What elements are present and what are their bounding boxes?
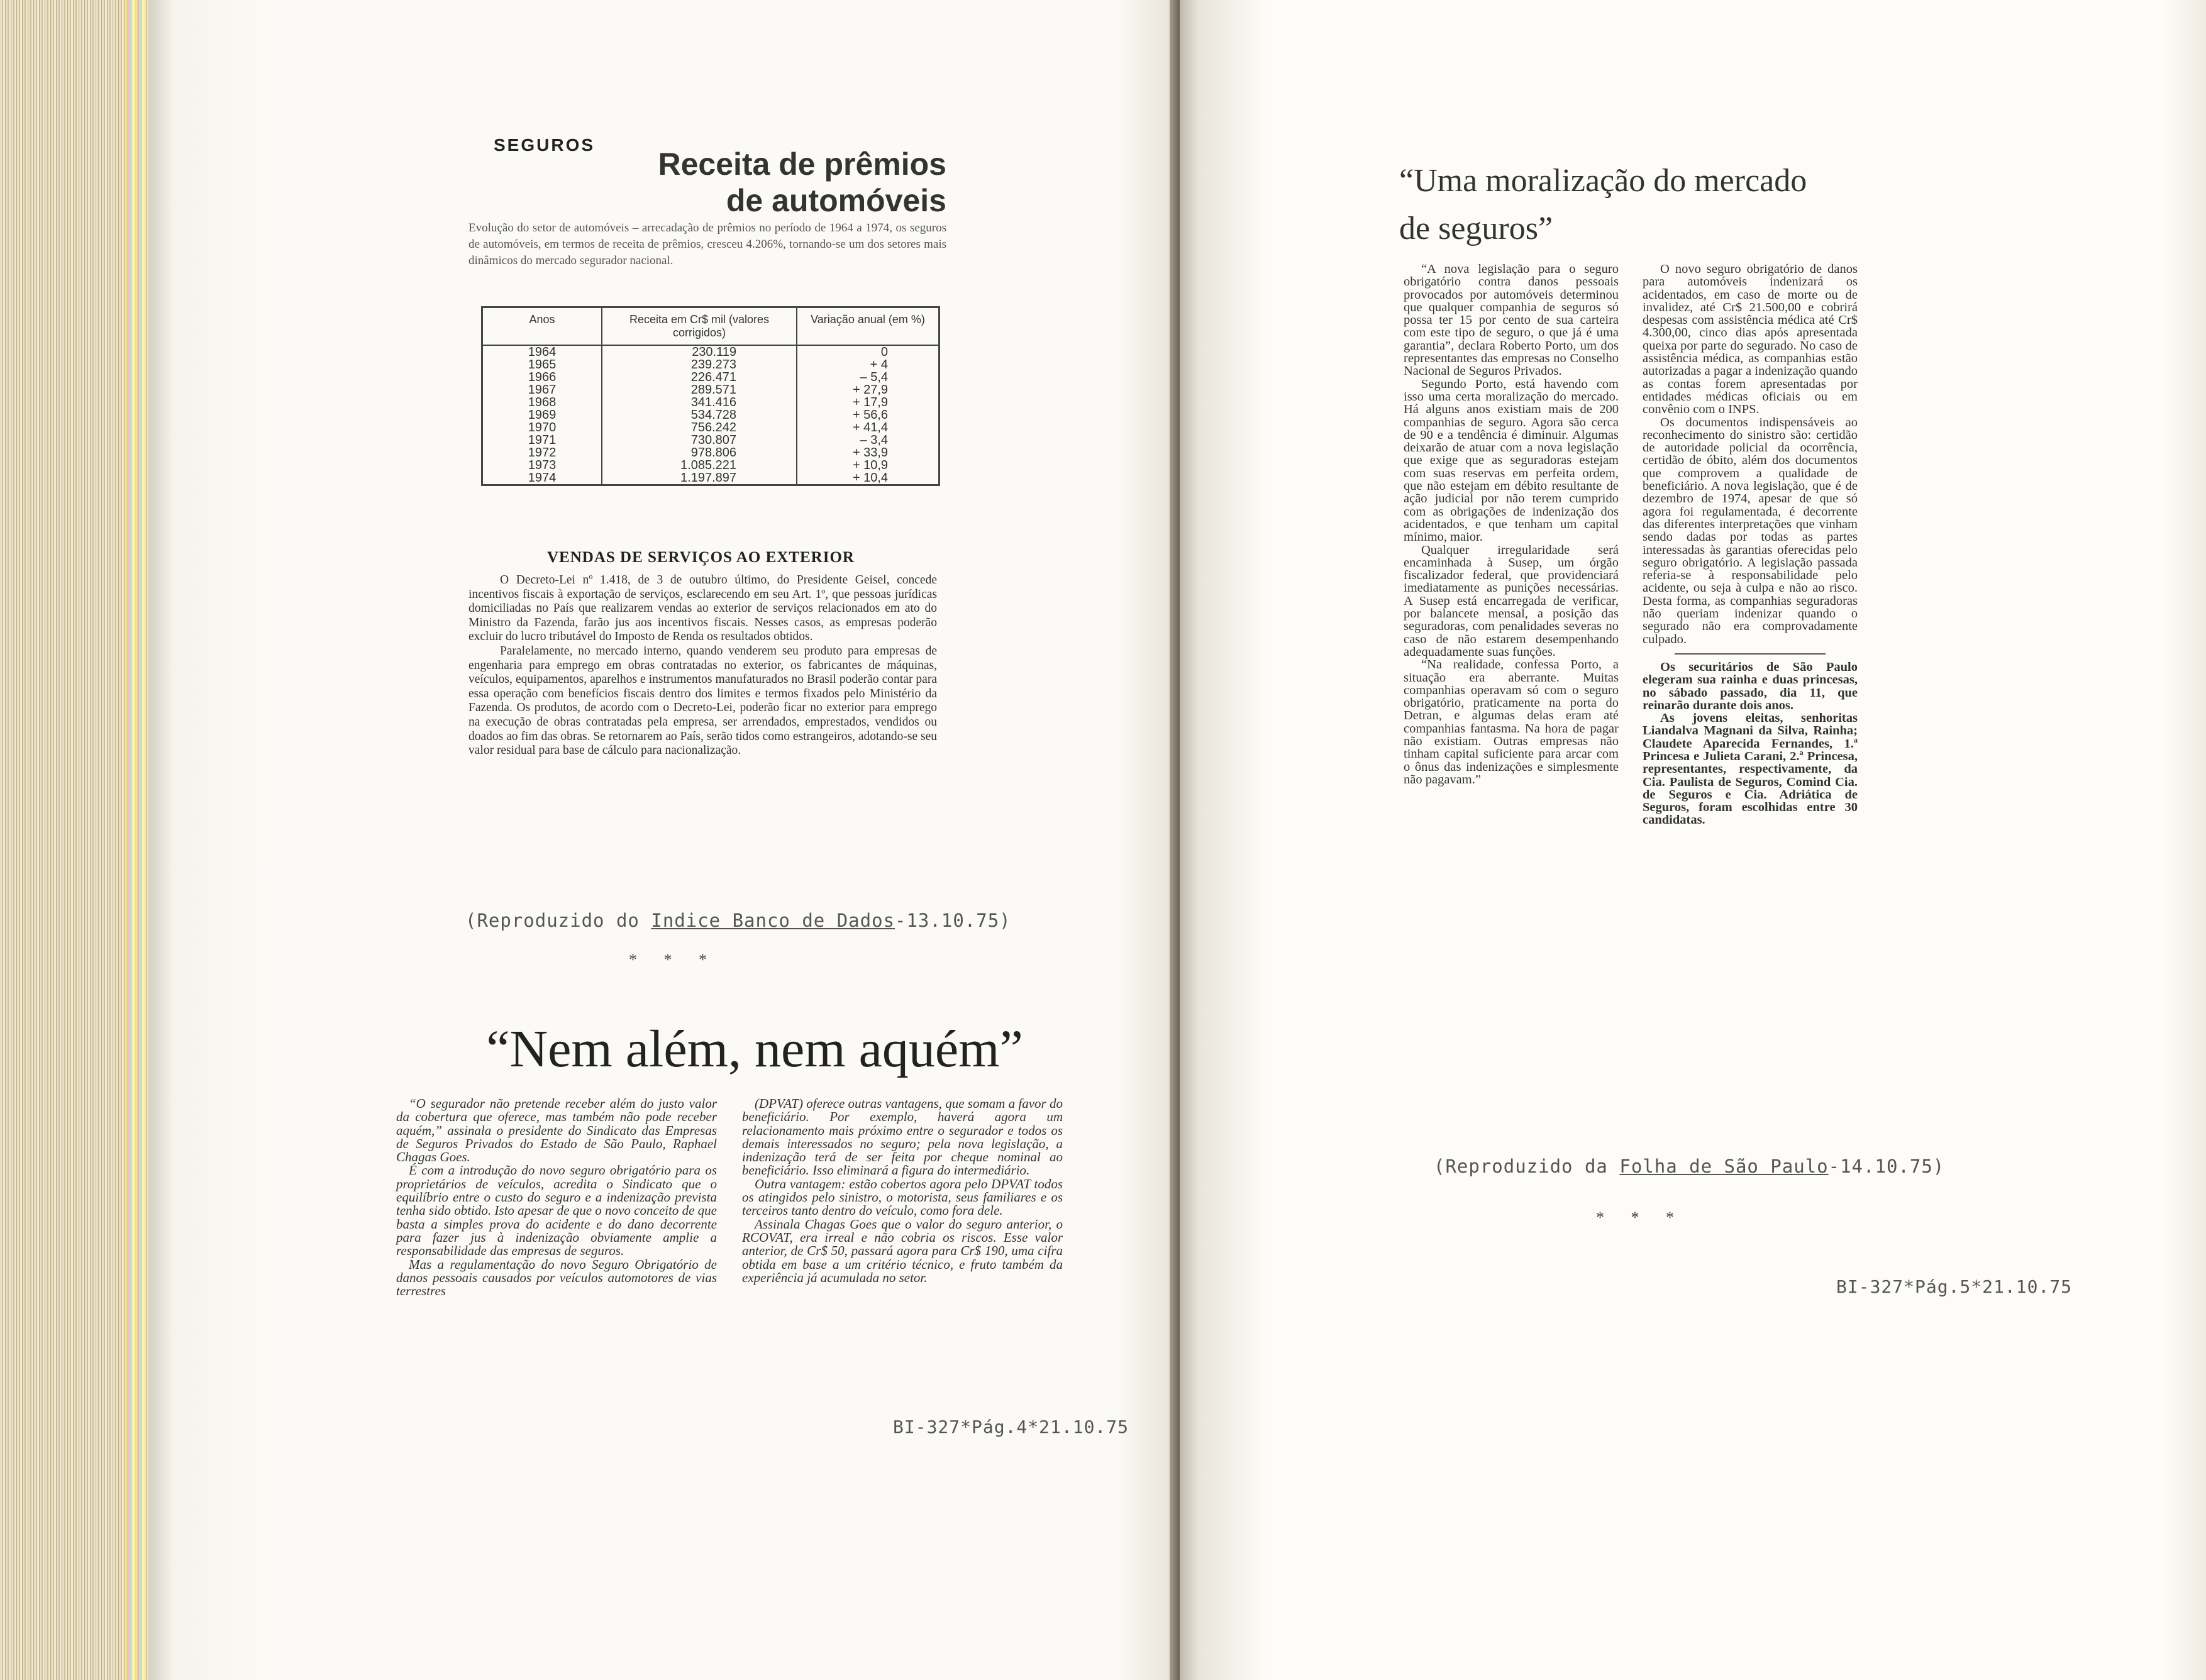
credit-prefix: (Reproduzido da bbox=[1434, 1156, 1620, 1177]
credit-source: Folha de São Paulo bbox=[1619, 1156, 1829, 1177]
cell-variation: + 33,9 bbox=[852, 446, 888, 460]
page-reference-left: BI-327*Pág.4*21.10.75 bbox=[893, 1417, 1129, 1437]
table-row bbox=[482, 472, 939, 485]
cell-variation: 0 bbox=[880, 345, 888, 359]
cell-year: 1965 bbox=[482, 358, 602, 371]
table-row bbox=[482, 434, 939, 446]
page-reference-right: BI-327*Pág.5*21.10.75 bbox=[1836, 1276, 2073, 1297]
paragraph: Os documentos indispensáveis ao reconhecimento do sinistro são: certidão de autoridade policial da ocorrência, certidão de óbito, além dos documentos que comprovem a qualidade de beneficiário. A nova legislação, que é de dezembro de 1974, apesar de que só agora foi regulamentada, é decorrente das diferentes interpretações que vinham sendo dadas por todas as partes interessadas às garantias oferecidas pelo seguro obrigatório. A legislação passada referia-se à responsabilidade pelo acidente, ou seja à culpa e não ao risco. Desta forma, as companhias seguradoras não queriam indenizar quando o segurado não era comprovadamente culpado. bbox=[1643, 415, 1858, 646]
article-lead: Evolução do setor de automóveis – arrecadação de prêmios no período de 1964 a 1974, os seguros de automóveis, em termos de receita de prêmios, cresceu 4.206%, tornando-se um dos setores mais dinâmicos do mercado segurador nacional. bbox=[468, 221, 946, 267]
article-body-nem-alem bbox=[396, 1097, 1063, 1298]
cell-year: 1973 bbox=[482, 459, 602, 472]
revenue-table bbox=[481, 306, 940, 486]
cell-variation: + 56,6 bbox=[852, 408, 888, 422]
article-title-moralizacao: “Uma moralização do mercado de seguros” bbox=[1399, 163, 1807, 246]
cell-revenue: 289.571 bbox=[602, 384, 797, 396]
cell-year: 1970 bbox=[482, 421, 602, 434]
separator-stars-left: * * * bbox=[629, 951, 718, 969]
table-row bbox=[482, 396, 939, 409]
title-line-1: Receita de prêmios bbox=[658, 146, 946, 182]
paragraph: Paralelamente, no mercado interno, quando venderem seu produto para empresas de engenharia para emprego em obras contratadas no exterior, os fabricantes de máquinas, veículos, equipamentos, aparelhos e instrumentos manufaturados no Brasil poderão contar para essa operação com benefícios fiscais dentro dos limites e termos fixados pelo Ministério da Fazenda. Os produtos, de acordo com o Decreto-Lei, poderão ficar no exterior para emprego na execução de obras contratadas pela empresa, ser arrendados, emprestados, vendidos ou doados ao fim das obras. Se retornarem ao País, serão tidos como estrangeiros, adotando-se seu valor residual para base de cálculo para nacionalização. bbox=[468, 644, 937, 758]
table-row bbox=[482, 345, 939, 358]
header-receita: Receita em Cr$ mil (valores corrigidos) bbox=[602, 307, 797, 346]
colored-tab-stripes bbox=[125, 0, 146, 1680]
cell-revenue: 1.197.897 bbox=[602, 472, 797, 485]
cell-revenue: 226.471 bbox=[602, 371, 797, 384]
article-body-vendas bbox=[468, 573, 937, 758]
subhead-vendas: VENDAS DE SERVIÇOS AO EXTERIOR bbox=[547, 549, 855, 566]
table-row bbox=[482, 358, 939, 371]
table-row bbox=[482, 409, 939, 421]
cell-revenue: 730.807 bbox=[602, 434, 797, 446]
table-row bbox=[482, 459, 939, 472]
cell-variation: + 27,9 bbox=[852, 383, 888, 397]
cell-year: 1974 bbox=[482, 472, 602, 485]
paragraph: Os securitários de São Paulo elegeram sua rainha e duas princesas, no sábado passado, dia 11, que reinarão durante dois anos. bbox=[1643, 660, 1858, 712]
article-body-moralizacao bbox=[1404, 263, 1858, 827]
cell-variation: + 10,9 bbox=[852, 458, 888, 472]
bold-note bbox=[1643, 661, 1858, 827]
article-title-receita bbox=[604, 146, 946, 219]
paragraph: “A nova legislação para o seguro obrigatório contra danos pessoais provocados por automóveis determinou que qualquer companhia de seguros só possa ter 15 por cento de sua carteira com este tipo de seguro, o que já é uma garantia”, declara Roberto Porto, um dos representantes das empresas no Conselho Nacional de Seguros Privados. bbox=[1404, 262, 1619, 379]
column-2 bbox=[1643, 263, 1858, 827]
paragraph: As jovens eleitas, senhoritas Liandalva Magnani da Silva, Rainha; Claudete Aparecida Fernandes, 1.ª Princesa e Julieta Carani, 2.ª Princesa, representantes, respectivamente, da Cia. Paulista de Seguros, Comind Cia. de Seguros e Cia. Adriática de Seguros, foram escolhidas entre 30 candidatas. bbox=[1643, 711, 1858, 827]
divider bbox=[1675, 653, 1825, 655]
paragraph: Segundo Porto, está havendo com isso uma certa moralização do mercado. Há alguns anos existiam mais de 200 companhias de seguro. Agora são cerca de 90 e a tendência é diminuir. Algumas deixarão de atuar com a nova legislação que exige que as seguradoras estejam com suas reservas em perfeita ordem, que não estejam em débito resultante de ação judicial por não terem cumprido com as obrigações de indenização dos acidentados, e que tenham um capital mínimo, maior. bbox=[1404, 377, 1619, 544]
cell-year: 1969 bbox=[482, 409, 602, 421]
cell-revenue: 341.416 bbox=[602, 396, 797, 409]
paragraph: Mas a regulamentação do novo Seguro Obrigatório de danos pessoais causados por veículos automotores de vias terrestres bbox=[396, 1256, 717, 1299]
section-kicker: SEGUROS bbox=[494, 135, 596, 155]
cell-variation: + 4 bbox=[870, 358, 888, 372]
credit-suffix: -14.10.75) bbox=[1828, 1156, 1945, 1177]
credit-suffix: -13.10.75) bbox=[895, 910, 1011, 931]
paragraph: Qualquer irregularidade será encaminhada à Susep, um órgão fiscalizador federal, que providenciará imediatamente as punições necessárias. A Susep está encarregada de verificar, por balancete mensal, a posição das seguradoras, com penalidades severas no caso de não estarem desempenhando adequadamente suas funções. bbox=[1404, 543, 1619, 659]
article-title-nem-alem: “Nem além, nem aquém” bbox=[486, 1020, 1023, 1078]
cell-revenue: 230.119 bbox=[602, 345, 797, 358]
cell-variation: + 41,4 bbox=[852, 421, 888, 434]
cell-year: 1971 bbox=[482, 434, 602, 446]
table-row bbox=[482, 421, 939, 434]
cell-year: 1968 bbox=[482, 396, 602, 409]
paragraph: (DPVAT) oferece outras vantagens, que somam a favor do beneficiário. Por exemplo, haverá agora um relacionamento mais próximo entre o segurador e todos os demais interessados no seguro; pela nova legislação, a indenização terá de ser feita por cheque nominal ao beneficiário. Isso eliminará a figura do intermediário. bbox=[742, 1096, 1063, 1178]
cell-revenue: 239.273 bbox=[602, 358, 797, 371]
page-edges bbox=[0, 0, 151, 1680]
paragraph: Outra vantagem: estão cobertos agora pelo DPVAT todos os atingidos pelo sinistro, o motorista, seus familiares e os terceiros tanto dentro do veículo, como fora dele. bbox=[742, 1176, 1063, 1219]
paragraph: “O segurador não pretende receber além do justo valor da cobertura que oferece, mas também não pode receber aquém,” assinala o presidente do Sindicato das Empresas de Seguros Privados do Estado de São Paulo, Raphael Chagas Goes. bbox=[396, 1096, 717, 1165]
cell-variation: – 5,4 bbox=[860, 370, 888, 384]
cell-revenue: 1.085.221 bbox=[602, 459, 797, 472]
credit-prefix: (Reproduzido do bbox=[465, 910, 651, 931]
title-line-2: de automóveis bbox=[726, 183, 946, 218]
cell-year: 1967 bbox=[482, 384, 602, 396]
paragraph: Assinala Chagas Goes que o valor do seguro anterior, o RCOVAT, era irreal e não cobria os riscos. Esse valor anterior, de Cr$ 50, passará agora para Cr$ 190, uma cifra obtida em base a um critério técnico, e fruto também da experiência já acumulada no setor. bbox=[742, 1216, 1063, 1285]
cell-variation: + 17,9 bbox=[852, 395, 888, 409]
separator-stars-right: * * * bbox=[1596, 1208, 1685, 1227]
cell-variation: + 10,4 bbox=[852, 471, 888, 485]
credit-line-left bbox=[465, 910, 1011, 931]
header-anos: Anos bbox=[482, 307, 602, 346]
cell-revenue: 756.242 bbox=[602, 421, 797, 434]
table-row bbox=[482, 446, 939, 459]
paragraph: É com a introdução do novo seguro obrigatório para os proprietários de veículos, acredita o Sindicato que o equilíbrio entre o custo do seguro e a indenização prevista tenha sido obtido. Isto apesar de que o novo conceito de que basta a simples prova do acidente e do dano decorrente para fazer jus à indenização obviamente amplie a responsabilidade das empresas de seguros. bbox=[396, 1163, 717, 1259]
column-2 bbox=[742, 1097, 1063, 1298]
cell-variation: – 3,4 bbox=[860, 433, 888, 447]
column-1 bbox=[1404, 263, 1619, 827]
header-variacao: Variação anual (em %) bbox=[797, 307, 939, 346]
paragraph: O Decreto-Lei nº 1.418, de 3 de outubro último, do Presidente Geisel, concede incentivos fiscais à exportação de serviços, esclarecendo em seu Art. 1º, que pessoas jurídicas domiciliadas no País que realizarem vendas ao exterior de serviços relacionados em ato do Ministro da Fazenda, farão jus aos incentivos fiscais. Nesses casos, as empresas poderão excluir do lucro tributável do Imposto de Renda os resultados obtidos. bbox=[468, 573, 937, 644]
cell-year: 1972 bbox=[482, 446, 602, 459]
table-row bbox=[482, 384, 939, 396]
cell-revenue: 978.806 bbox=[602, 446, 797, 459]
credit-line-right bbox=[1434, 1156, 1944, 1177]
column-1 bbox=[396, 1097, 717, 1298]
paragraph: “Na realidade, confessa Porto, a situação era aberrante. Muitas companhias operavam só com o seguro obrigatório, praticamente na porta do Detran, e algumas delas eram até companhias fantasma. Na hora de pagar não existiam. Outras empresas não tinham capital suficiente para arcar com o ônus das indenizações e simplesmente não pagavam.” bbox=[1404, 658, 1619, 787]
paragraph: O novo seguro obrigatório de danos para automóveis indenizará os acidentados, em caso de morte ou de invalidez, até Cr$ 21.500,00 e cobrirá despesas com assistência médica até Cr$ 4.300,00, cinco dias após apresentada queixa por parte do segurado. No caso de assistência médica, as companhias estão autorizadas a pagar a indenização quando as contas forem apresentadas por entidades médicas oficiais ou em convênio com o INPS. bbox=[1643, 262, 1858, 417]
table-header-row bbox=[482, 307, 939, 346]
table-row bbox=[482, 371, 939, 384]
cell-year: 1964 bbox=[482, 345, 602, 358]
cell-revenue: 534.728 bbox=[602, 409, 797, 421]
cell-year: 1966 bbox=[482, 371, 602, 384]
credit-source: Indice Banco de Dados bbox=[651, 910, 895, 931]
